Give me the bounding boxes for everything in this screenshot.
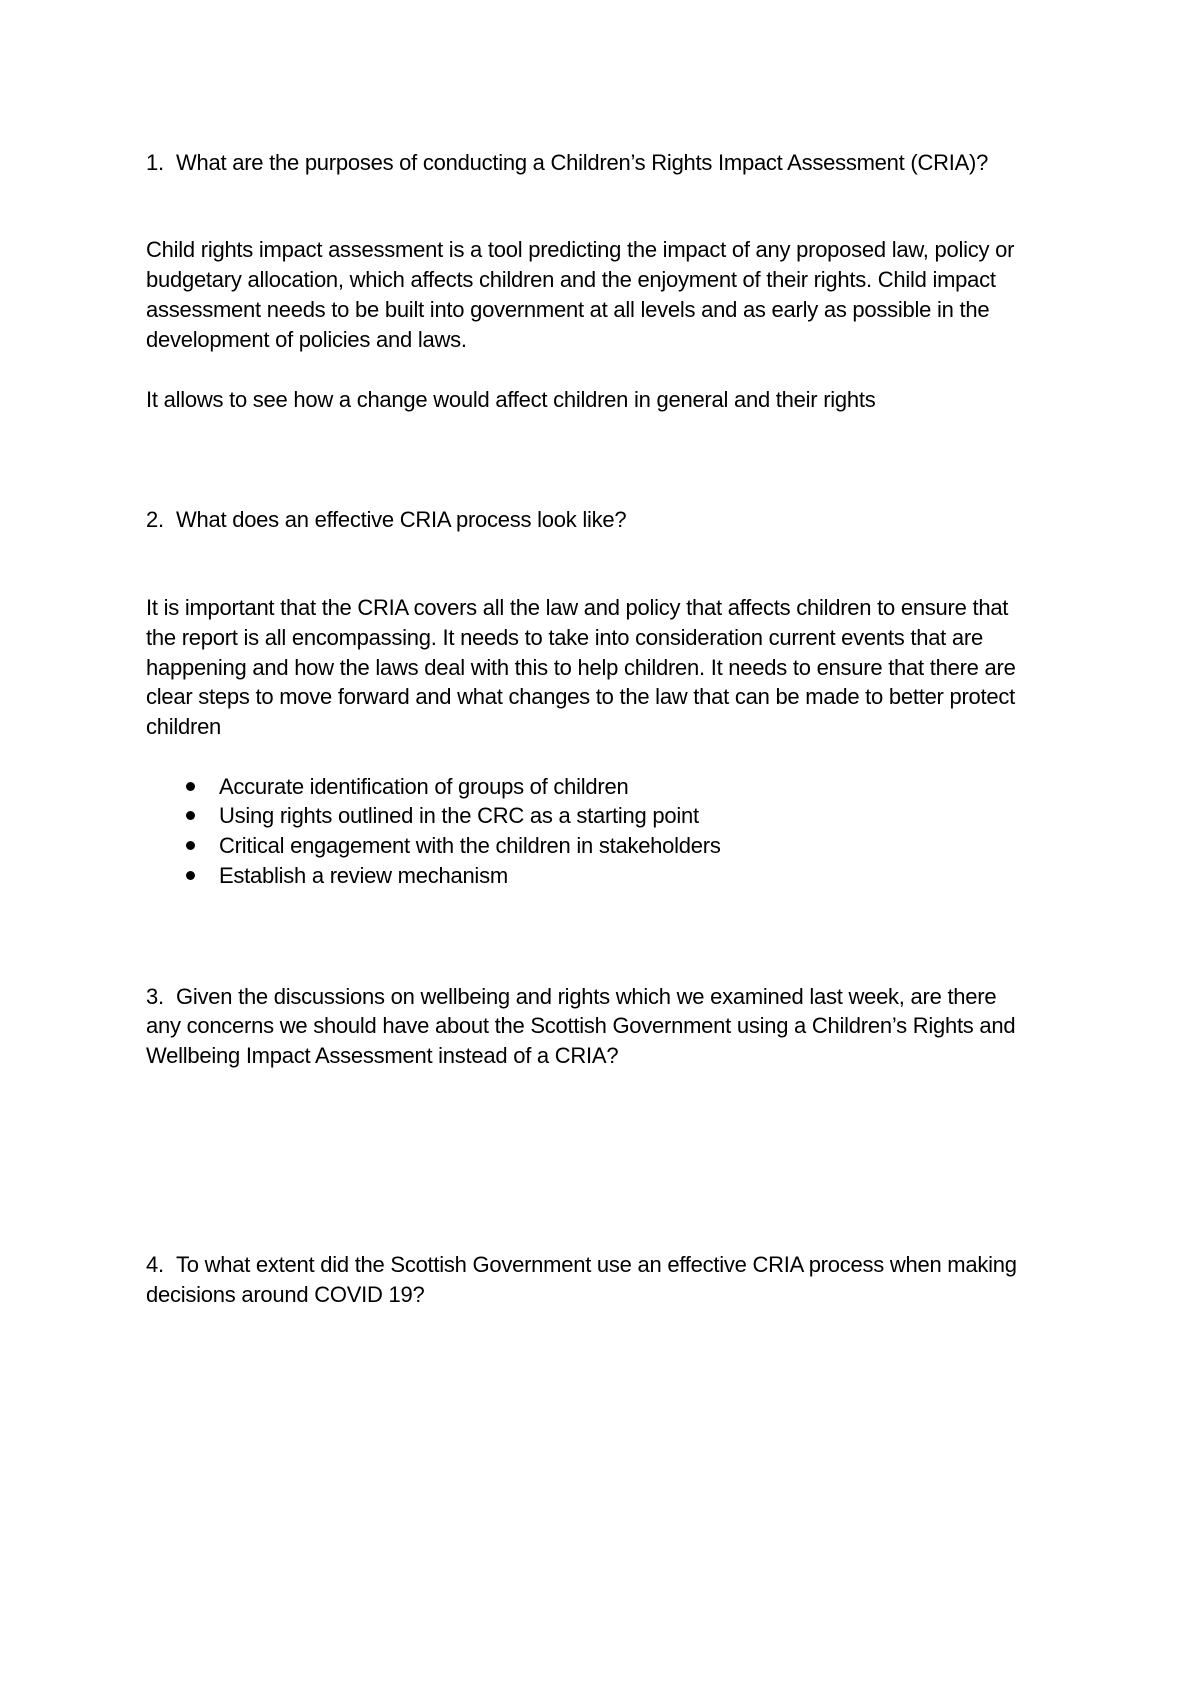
answer-2-line: happening and how the laws deal with this to help children. It needs to ensure that there are [146, 655, 1016, 680]
answer-1-line: budgetary allocation, which affects children and the enjoyment of their rights. Child impact [146, 267, 996, 292]
question-number: 2. [146, 507, 164, 532]
question-4-continuation: decisions around COVID 19? [146, 1282, 425, 1307]
question-text: What does an effective CRIA process look like? [176, 507, 627, 532]
answer-1-line: assessment needs to be built into government at all levels and as early as possible in the [146, 297, 990, 322]
answer-2-line: It is important that the CRIA covers all the law and policy that affects children to ensure that [146, 595, 1009, 620]
question-number: 4. [146, 1252, 164, 1277]
question-3-continuation: any concerns we should have about the Scottish Government using a Children’s Rights and [146, 1013, 1016, 1038]
question-4 [146, 1250, 1017, 1280]
answer-2-line: clear steps to move forward and what changes to the law that can be made to better protect [146, 684, 1016, 709]
answer-2-line: the report is all encompassing. It needs to take into consideration current events that are [146, 625, 983, 650]
answer-1-line: development of policies and laws. [146, 327, 467, 352]
question-text-line: Given the discussions on wellbeing and rights which we examined last week, are there [176, 984, 997, 1009]
question-text: What are the purposes of conducting a Children’s Rights Impact Assessment (CRIA)? [176, 150, 989, 175]
bullet-marker [186, 811, 195, 820]
answer-1-summary: It allows to see how a change would affect children in general and their rights [146, 387, 876, 412]
question-1 [146, 148, 988, 178]
bullet-item: Accurate identification of groups of children [219, 774, 629, 799]
question-2 [146, 505, 626, 535]
answer-2-line: children [146, 714, 222, 739]
question-number: 3. [146, 984, 164, 1009]
question-text-line: To what extent did the Scottish Government use an effective CRIA process when making [176, 1252, 1017, 1277]
answer-1-line: Child rights impact assessment is a tool predicting the impact of any proposed law, policy or [146, 237, 1015, 262]
bullet-item: Critical engagement with the children in stakeholders [219, 833, 721, 858]
question-3-continuation: Wellbeing Impact Assessment instead of a CRIA? [146, 1043, 619, 1068]
bullet-marker [186, 782, 195, 791]
bullet-item: Using rights outlined in the CRC as a starting point [219, 803, 699, 828]
question-number: 1. [146, 150, 164, 175]
bullet-marker [186, 871, 195, 880]
bullet-item: Establish a review mechanism [219, 863, 508, 888]
bullet-marker [186, 841, 195, 850]
question-3 [146, 982, 996, 1012]
